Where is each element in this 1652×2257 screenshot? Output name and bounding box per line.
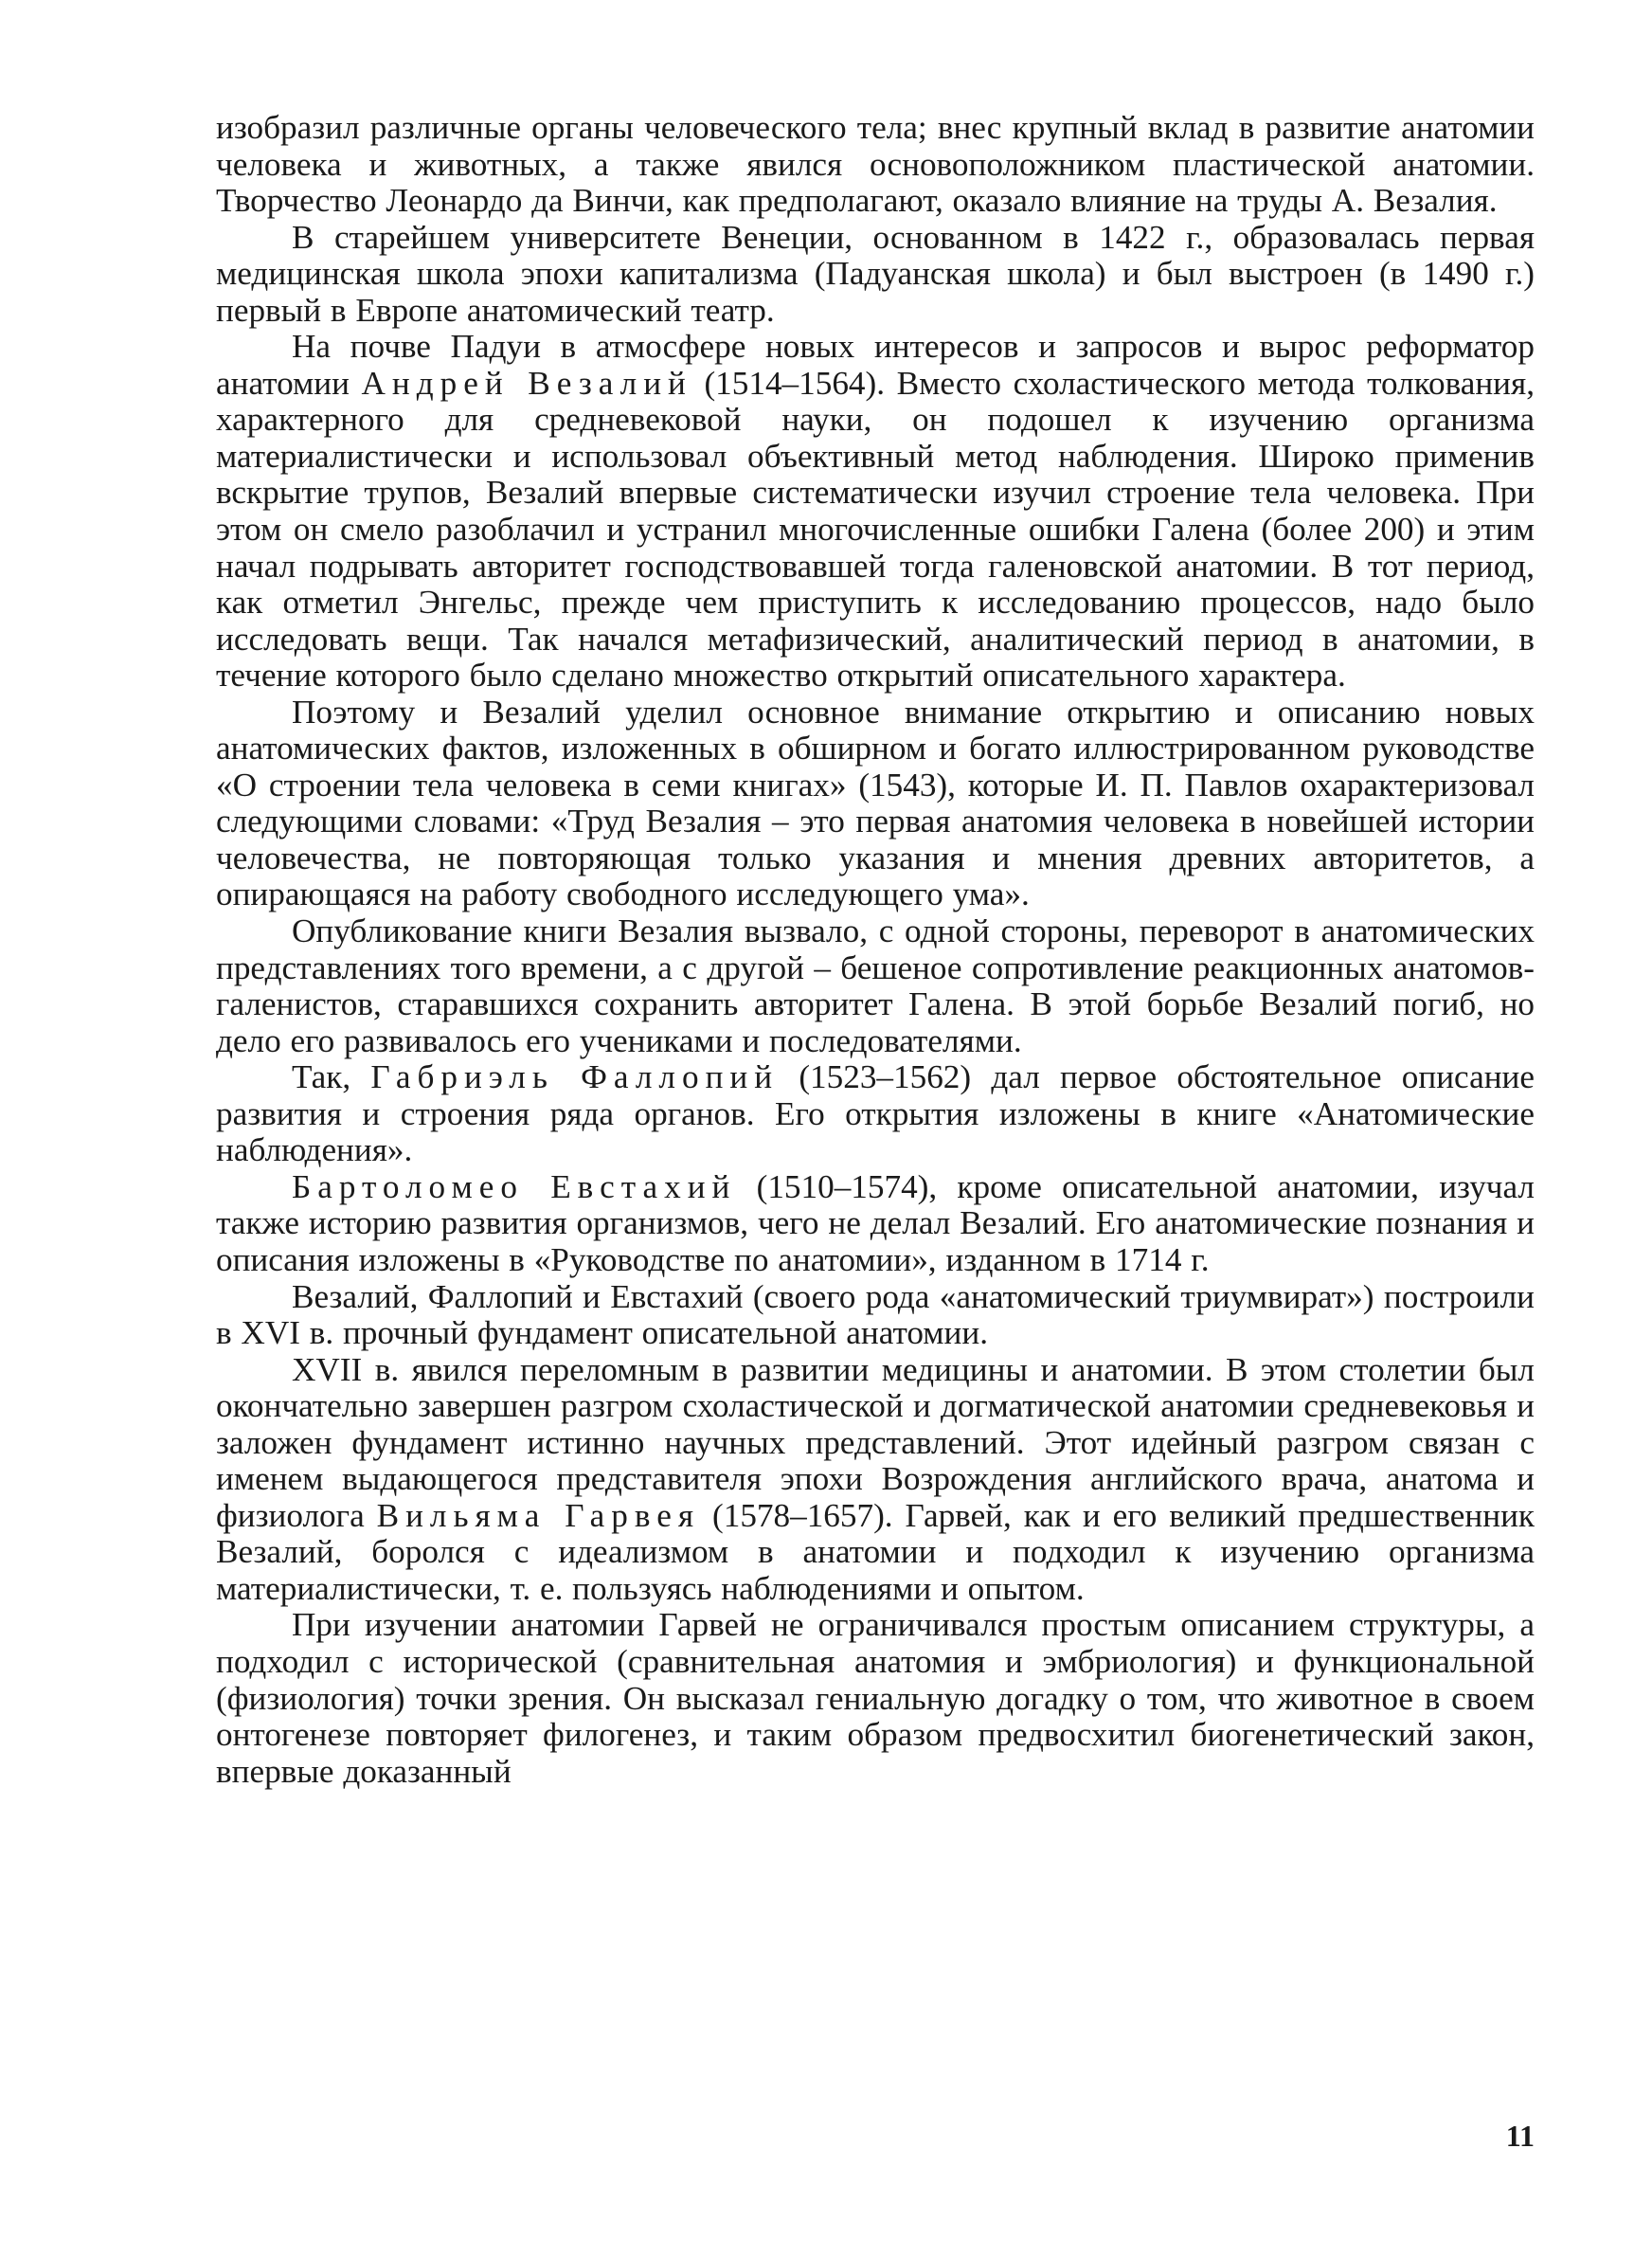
paragraph-text: (1578–1657). Гарвей, как и его великий предшественник Везалий, боролся с идеализмом в анатомии и подходил к изучению организма материалистически, т. е. пользуясь наблюдениями и опытом.: [216, 1496, 1535, 1607]
paragraph: [216, 1352, 1535, 1608]
spaced-name-fallopius: Габриэль Фаллопий: [370, 1058, 780, 1096]
paragraph: [216, 329, 1535, 694]
paragraph-text: Поэтому и Везалий уделил основное внимание открытию и описанию новых анатомических фактов, изложенных в обширном и богато иллюстрированном руководстве «О строении тела человека в семи книгах» (1543), которые И. П. Павлов охарактеризовал следующими словами: «Труд Везалия – это первая анатомия человека в новейшей истории человечества, не повторяющая только указания и мнения древних авторитетов, а опирающаяся на работу свободного исследующего ума».: [216, 693, 1535, 913]
paragraph: [216, 220, 1535, 330]
paragraph: [216, 913, 1535, 1059]
page-number: 11: [1505, 2119, 1535, 2153]
paragraph-text: Так,: [292, 1058, 371, 1096]
paragraph: [216, 110, 1535, 220]
paragraph-text: (1510–1574), кроме описательной анатомии, изучал также историю развития организмов, чего не делал Везалий. Его анатомические познания и описания изложены в «Руководстве по анатомии», изданном в 1714 г.: [216, 1167, 1535, 1278]
spaced-name-eustachius: Бартоломео Евстахий: [292, 1167, 737, 1205]
paragraph-text: (1523–1562) дал первое обстоятельное описание развития и строения ряда органов. Его открытия изложены в книге «Анатомические наблюдения».: [216, 1058, 1535, 1169]
paragraph-text: На почве Падуи в атмосфере новых интересов и запросов и вырос реформатор анатомии: [216, 328, 1535, 402]
spaced-name-vesalius: Андрей Везалий: [361, 364, 692, 402]
paragraph: [216, 1279, 1535, 1352]
spaced-name-harvey: Вильяма Гарвея: [376, 1496, 701, 1534]
paragraph-text: (1514–1564). Вместо схоластического метода толкования, характерного для средневековой науки, он подошел к изучению организма материалистически и использовал объективный метод наблюдения. Широко применив вскрытие трупов, Везалий впервые систематически изучил строение тела человека. При этом он смело разоблачил и устранил многочисленные ошибки Галена (более 200) и этим начал подрывать авторитет господствовавшей тогда галеновской анатомии. В тот период, как отметил Энгельс, прежде чем приступить к исследованию процессов, надо было исследовать вещи. Так начался метафизический, аналитический период в анатомии, в течение которого было сделано множество открытий описательного характера.: [216, 364, 1535, 695]
paragraph-text: При изучении анатомии Гарвей не ограничивался простым описанием структуры, а подходил с исторической (сравнительная анатомия и эмбриология) и функциональной (физиология) точки зрения. Он высказал гениальную догадку о том, что животное в своем онтогенезе повторяет филогенез, и таким образом предвосхитил биогенетический закон, впервые доказанный: [216, 1606, 1535, 1790]
paragraph-text: В старейшем университете Венеции, основанном в 1422 г., образовалась первая медицинская школа эпохи капитализма (Падуанская школа) и был выстроен (в 1490 г.) первый в Европе анатомический театр.: [216, 218, 1535, 329]
paragraph-text: Везалий, Фаллопий и Евстахий (своего рода «анатомический триумвират») построили в XVI в. прочный фундамент описательной анатомии.: [216, 1277, 1535, 1352]
paragraph: [216, 1607, 1535, 1790]
paragraph: [216, 695, 1535, 913]
paragraph: [216, 1169, 1535, 1279]
page-body: [216, 110, 1535, 1790]
paragraph: [216, 1059, 1535, 1169]
paragraph-text: Опубликование книги Везалия вызвало, с одной стороны, переворот в анатомических представлениях того времени, а с другой – бешеное сопротивление реакционных анатомов-галенистов, старавшихся сохранить авторитет Галена. В этой борьбе Везалий погиб, но дело его развивалось его учениками и последователями.: [216, 912, 1535, 1059]
paragraph-text: XVII в. явился переломным в развитии медицины и анатомии. В этом столетии был окончательно завершен разгром схоластической и догматической анатомии средневековья и заложен фундамент истинно научных представлений. Этот идейный разгром связан с именем выдающегося представителя эпохи Возрождения английского врача, анатома и физиолога: [216, 1350, 1535, 1534]
paragraph-text: изобразил различные органы человеческого тела; внес крупный вклад в развитие анатомии человека и животных, а также явился основоположником пластической анатомии. Творчество Леонардо да Винчи, как предполагают, оказало влияние на труды А. Везалия.: [216, 109, 1535, 220]
